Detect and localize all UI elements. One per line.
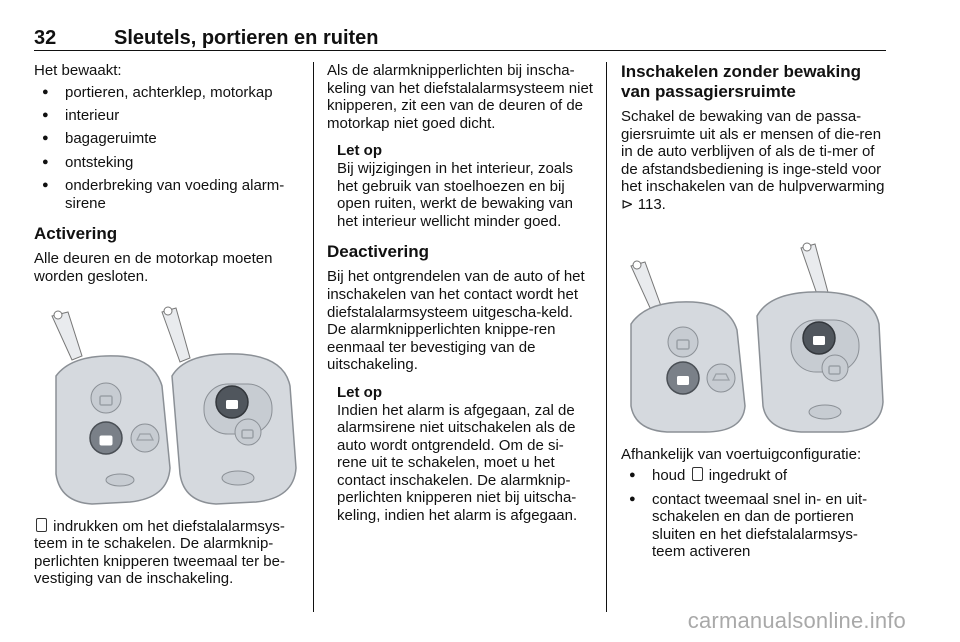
guards-list [34, 84, 300, 213]
monitoring-body: Schakel de bewaking van de passa-giersruimte uit als er mensen of die-ren in de auto verblijven of als de ti-mer of de afstandsbediening is inge-steld voor het inschakelen van de hulpverwarming [621, 108, 885, 196]
note-text: Indien het alarm is afgegaan, zal de alarmsirene niet uitschakelen als de auto wordt ontgrendeld. Om de si-rene uit te schakelen, moet u het contact inschakelen. De alarmknip-perlichten knipperen niet bij uitscha-keling, indien het alarm is afgegaan. [337, 401, 578, 525]
page-number: 32 [34, 27, 57, 49]
key-fob-left [631, 301, 745, 431]
column-divider-1 [313, 62, 314, 612]
page-title: Sleutels, portieren en ruiten [114, 27, 379, 49]
page-reference[interactable]: 113. [637, 195, 666, 213]
list-item: ● interieur [34, 107, 300, 125]
no-interior-monitoring-text [621, 108, 887, 214]
key-blade-left [631, 261, 661, 310]
note-interior [337, 142, 593, 230]
note-alarm-siren [337, 384, 593, 525]
activation-heading: Activering [34, 224, 118, 244]
note-title: Let op [337, 142, 382, 160]
key-fob-right [172, 353, 296, 503]
key-fob-illustration-2 [621, 226, 887, 436]
lock-key-icon [692, 467, 703, 481]
config-list [621, 467, 887, 561]
blink-failure-text: Als de alarmknipperlichten bij inscha-keling van het diefstalalarmsysteem niet knipperen, zit een van de deuren of de motorkap niet goed dicht. [327, 62, 593, 132]
deactivation-heading: Deactivering [327, 242, 430, 262]
column-divider-2 [606, 62, 607, 612]
guards-intro: Het bewaakt: [34, 62, 122, 79]
list-item: ● onderbreking van voeding alarm-sirene [34, 177, 300, 212]
key-blade-right [162, 307, 190, 362]
key-fob-illustration [34, 298, 300, 508]
key-fob-right [757, 291, 883, 431]
pressed-text: ingedrukt of [708, 467, 788, 485]
header-rule [34, 50, 886, 51]
caption-body: indrukken om het diefstalalarmsys-teem in te schakelen. De alarmknip-perlichten knipperen tweemaal ter be-vestiging van de inschakeling. [34, 517, 285, 588]
list-item: ● portieren, achterklep, motorkap [34, 84, 300, 102]
lock-key-icon [36, 518, 47, 532]
page-reference-arrow-icon: ⊳ [621, 195, 634, 213]
no-interior-monitoring-heading: Inschakelen zonder bewaking van passagiersruimte [621, 62, 861, 101]
list-item: ● contact tweemaal snel in- en uit-schakelen en dan de portieren sluiten en het diefstalalarmsys-teem activeren [621, 491, 887, 561]
watermark: carmanualsonline.info [687, 608, 906, 633]
key-fob-lock-highlight-image [34, 298, 300, 508]
column-3 [621, 62, 887, 567]
config-intro: Afhankelijk van voertuigconfiguratie: [621, 445, 862, 463]
hold-text: houd [652, 467, 686, 485]
list-item: ● ontsteking [34, 154, 300, 172]
key-fob-left [56, 355, 170, 503]
key-blade-left [52, 311, 82, 360]
key-fob-lock-highlight-image-2 [621, 226, 887, 436]
column-1 [34, 62, 300, 588]
caption-text [34, 518, 300, 588]
note-title: Let op [337, 383, 382, 401]
column-2 [327, 62, 593, 525]
page-header [34, 27, 886, 51]
list-item [621, 467, 887, 485]
activation-text: Alle deuren en de motorkap moeten worden gesloten. [34, 250, 273, 285]
note-text: Bij wijzigingen in het interieur, zoals het gebruik van stoelhoezen en bij open ruiten, werkt de bewaking van het interieur wellicht minder goed. [337, 159, 573, 230]
list-item: ● bagageruimte [34, 130, 300, 148]
deactivation-text: Bij het ontgrendelen van de auto of het inschakelen van het contact wordt het diefstalalarmsysteem uitgescha-keld. De alarmknipperlichten knippe-ren eenmaal ter bevestiging van de uitschakeling. [327, 268, 585, 374]
